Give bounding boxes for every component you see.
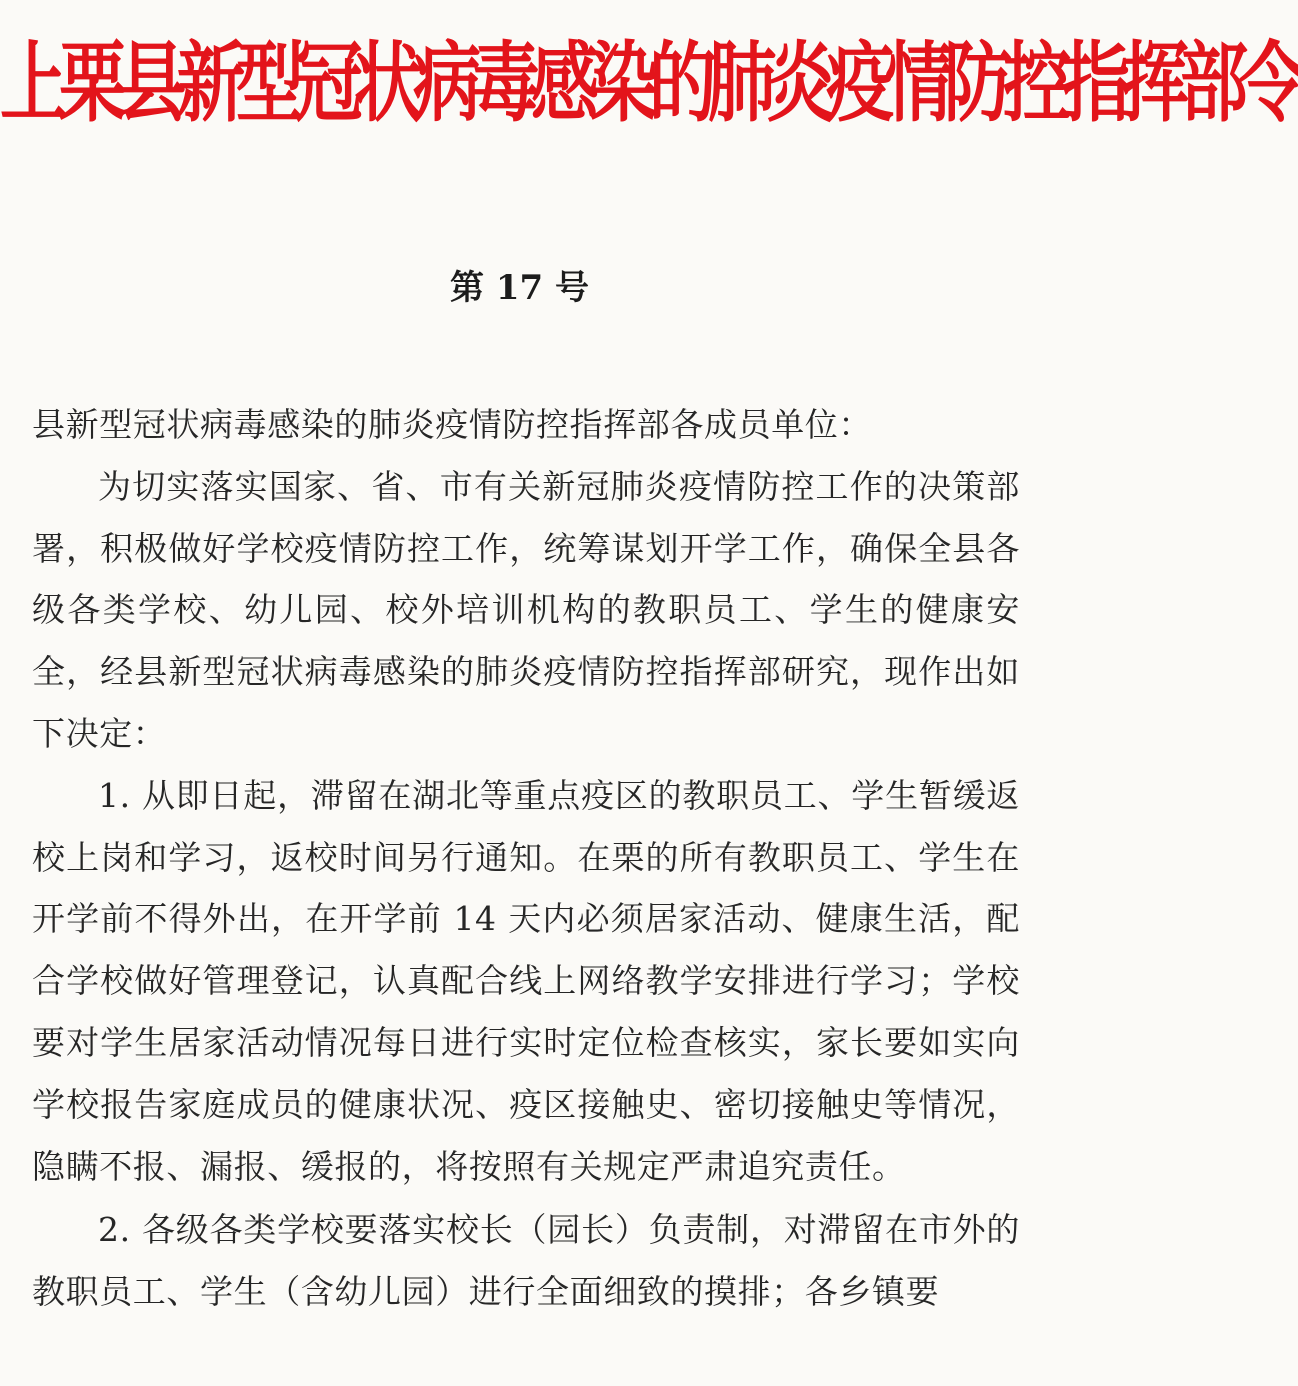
paragraph-item-1: 1. 从即日起，滞留在湖北等重点疫区的教职员工、学生暂缓返校上岗和学习，返校时间另行通知。在栗的所有教职员工、学生在开学前不得外出，在开学前 14 天内必须居家活动、健康生活，配合学校做好管理登记，认真配合线上网络教学安排进行学习；学校要对学生居家活动情况每日进行实时定位检查核实，家长要如实向学校报告家庭成员的健康状况、疫区接触史、密切接触史等情况，隐瞒不报、漏报、缓报的，将按照有关规定严肃追究责任。 [32, 775, 1020, 1186]
paragraph-intro: 为切实落实国家、省、市有关新冠肺炎疫情防控工作的决策部署，积极做好学校疫情防控工作，统筹谋划开学工作，确保全县各级各类学校、幼儿园、校外培训机构的教职员工、学生的健康安全，经县新型冠状病毒感染的肺炎疫情防控指挥部研究，现作出如下决定： [32, 466, 1020, 753]
document-title: 上栗县新型冠状病毒感染的肺炎疫情防控指挥部令 [0, 33, 1298, 135]
paragraph-item-2: 2. 各级各类学校要落实校长（园长）负责制，对滞留在市外的教职员工、学生（含幼儿园）进行全面细致的摸排；各乡镇要 [32, 1210, 1020, 1312]
addressee-line: 县新型冠状病毒感染的肺炎疫情防控指挥部各成员单位： [32, 405, 872, 444]
document-body [32, 394, 1020, 1323]
document-number: 第 17 号 [450, 268, 589, 308]
